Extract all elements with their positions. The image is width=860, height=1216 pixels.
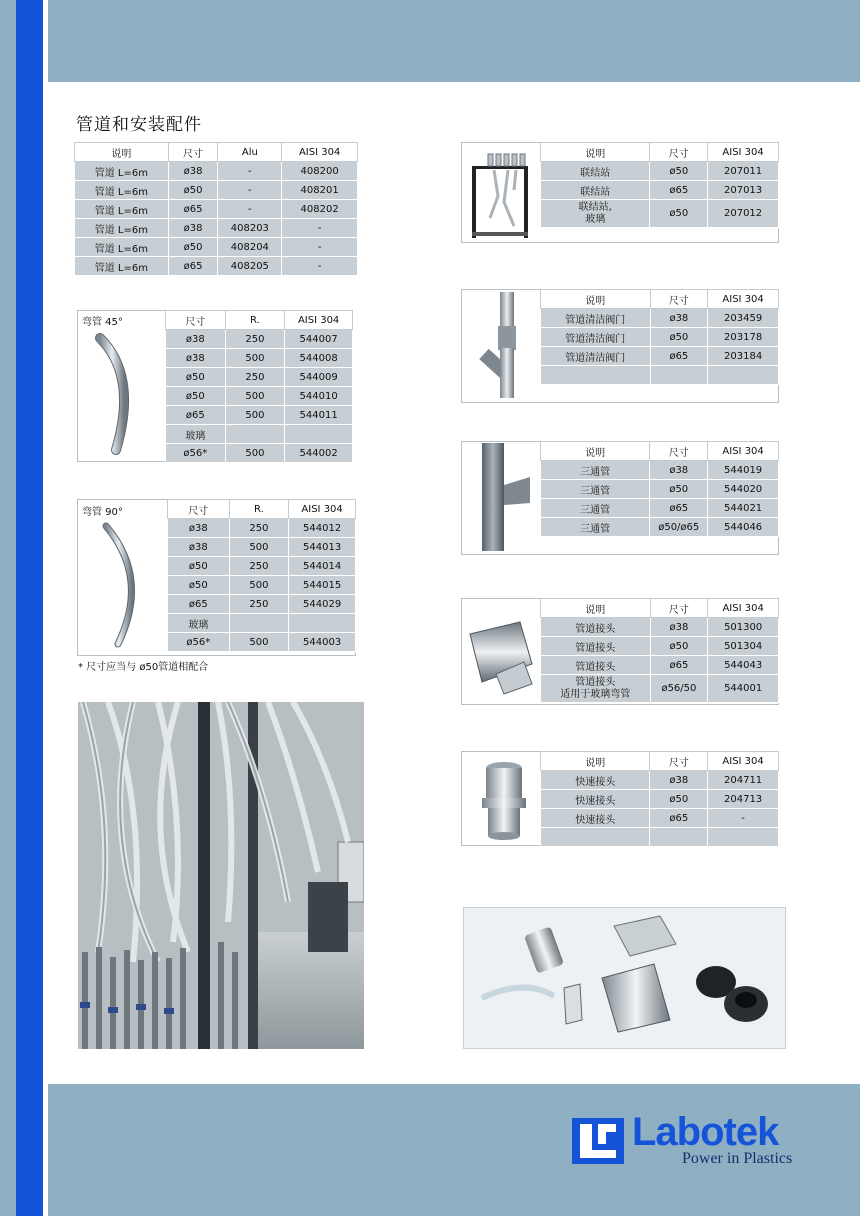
table-cell: 快速接头 [541, 809, 650, 828]
header-row [75, 143, 358, 162]
station-table [540, 142, 779, 228]
table-cell: 544029 [289, 595, 356, 614]
header-cell: 尺寸 [168, 500, 230, 519]
table-cell: 544020 [708, 480, 779, 499]
table-cell: 408205 [218, 257, 282, 276]
table-row [541, 656, 779, 675]
table-cell: ø50 [650, 328, 708, 347]
header-cell: 尺寸 [650, 752, 708, 771]
bend-90-table [167, 499, 356, 652]
table-cell: 管道 L=6m [75, 200, 169, 219]
header-cell: 尺寸 [650, 442, 708, 461]
table-row [166, 368, 353, 387]
table-row [541, 828, 779, 847]
header-row [541, 599, 779, 618]
table-cell [541, 366, 651, 385]
header-cell: AISI 304 [282, 143, 358, 162]
table-row [166, 444, 353, 463]
quick-table [540, 751, 779, 847]
header-cell: R. [225, 311, 285, 330]
table-row [75, 238, 358, 257]
table-cell: ø50 [166, 387, 226, 406]
table-cell: 408203 [218, 219, 282, 238]
table-cell: 207013 [708, 181, 779, 200]
factory-photo [78, 702, 364, 1049]
table-cell: ø65 [650, 809, 708, 828]
bend-90-image [80, 518, 164, 652]
table-cell: 544012 [289, 519, 356, 538]
table-cell: 544015 [289, 576, 356, 595]
table-cell: ø56* [168, 633, 230, 652]
table-cell: 管道清洁阀门 [541, 347, 651, 366]
table-cell: 204711 [708, 771, 779, 790]
table-row [541, 366, 779, 385]
table-cell: 三通管 [541, 499, 650, 518]
header-cell: 尺寸 [650, 599, 708, 618]
table-row [75, 181, 358, 200]
header-cell: 尺寸 [650, 290, 708, 309]
table-cell: - [218, 200, 282, 219]
table-row [541, 518, 779, 537]
table-cell [285, 425, 353, 444]
table-cell: 管道接头 [541, 618, 651, 637]
table-cell [708, 828, 779, 847]
header-cell: 说明 [541, 599, 651, 618]
table-row [75, 257, 358, 276]
table-cell: ø65 [650, 181, 708, 200]
table-row [541, 499, 779, 518]
header-cell: AISI 304 [285, 311, 353, 330]
header-cell: AISI 304 [708, 752, 779, 771]
header-cell: 尺寸 [650, 143, 708, 162]
table-cell: 联结站 [541, 162, 650, 181]
table-cell: ø65 [168, 595, 230, 614]
header-cell: 说明 [541, 290, 651, 309]
table-cell: 544011 [285, 406, 353, 425]
header-row [541, 143, 779, 162]
header-band [48, 0, 860, 82]
table-row [541, 328, 779, 347]
table-cell: 203459 [708, 309, 779, 328]
table-row [541, 675, 779, 703]
table-cell: 联结站 [541, 181, 650, 200]
table-cell: 204713 [708, 790, 779, 809]
table-cell: ø38 [166, 330, 226, 349]
table-cell: - [282, 257, 358, 276]
table-cell: ø56/50 [650, 675, 708, 703]
table-row [541, 309, 779, 328]
table-row [168, 519, 356, 538]
header-row [168, 500, 356, 519]
table-row [166, 349, 353, 368]
table-cell: 501300 [708, 618, 779, 637]
table-row [168, 614, 356, 633]
footnote: * 尺寸应当与 ø50管道相配合 [78, 662, 209, 673]
table-cell: ø50/ø65 [650, 518, 708, 537]
header-cell: Alu [218, 143, 282, 162]
table-cell: 544003 [289, 633, 356, 652]
table-cell: 管道 L=6m [75, 162, 169, 181]
table-row [541, 480, 779, 499]
table-cell [541, 828, 650, 847]
table-row [168, 576, 356, 595]
table-cell: 544014 [289, 557, 356, 576]
connection-station-image [464, 146, 540, 240]
table-cell: - [282, 238, 358, 257]
bend-45-table [165, 310, 353, 463]
table-cell: ø38 [166, 349, 226, 368]
table-cell: - [218, 162, 282, 181]
table-row [541, 200, 779, 228]
table-cell: 500 [225, 387, 285, 406]
table-cell: 544046 [708, 518, 779, 537]
table-cell: - [218, 181, 282, 200]
table-cell: 管道接头 [541, 656, 651, 675]
table-cell: 玻璃 [166, 425, 226, 444]
table-cell: 联结站, 玻璃 [541, 200, 650, 228]
bend-45-image [80, 330, 162, 458]
table-row [541, 162, 779, 181]
table-row [168, 557, 356, 576]
table-cell: 250 [229, 595, 289, 614]
table-cell: ø38 [650, 309, 708, 328]
table-cell: 207012 [708, 200, 779, 228]
table-cell: ø38 [168, 519, 230, 538]
table-cell: ø50 [168, 238, 218, 257]
table-row [75, 219, 358, 238]
pipe-coupling-image [466, 614, 538, 698]
table-cell: ø50 [650, 200, 708, 228]
table-cell: ø65 [650, 499, 708, 518]
table-cell: 408201 [282, 181, 358, 200]
table-cell: ø50 [168, 557, 230, 576]
table-cell: 500 [229, 576, 289, 595]
table-row [75, 162, 358, 181]
tee-pipe-image [470, 443, 534, 553]
table-cell: 玻璃 [168, 614, 230, 633]
table-cell [708, 366, 779, 385]
table-cell [289, 614, 356, 633]
table-cell: 500 [225, 349, 285, 368]
header-cell: 说明 [75, 143, 169, 162]
table-cell: ø38 [650, 618, 708, 637]
quick-connector-image [478, 758, 534, 842]
table-cell [229, 614, 289, 633]
table-cell: 203184 [708, 347, 779, 366]
table-row [541, 181, 779, 200]
table-cell: 250 [225, 368, 285, 387]
header-cell: AISI 304 [708, 599, 779, 618]
table-cell: 203178 [708, 328, 779, 347]
table-cell: 管道接头 [541, 637, 651, 656]
table-cell: - [282, 219, 358, 238]
table-cell: 544010 [285, 387, 353, 406]
table-cell: 408204 [218, 238, 282, 257]
table-cell: 207011 [708, 162, 779, 181]
labotek-logo-mark [572, 1118, 624, 1164]
table-cell: ø50 [166, 368, 226, 387]
table-cell: 快速接头 [541, 790, 650, 809]
table-cell: 500 [225, 444, 285, 463]
table-cell: ø50 [650, 480, 708, 499]
table-row [166, 387, 353, 406]
table-cell: 250 [225, 330, 285, 349]
table-row [168, 595, 356, 614]
table-cell: ø38 [168, 219, 218, 238]
tee-table [540, 441, 779, 537]
table-cell: 544019 [708, 461, 779, 480]
header-row [541, 442, 779, 461]
valve-table [540, 289, 779, 385]
table-cell: 管道 L=6m [75, 257, 169, 276]
table-row [168, 538, 356, 557]
table-cell: 三通管 [541, 518, 650, 537]
table-cell: 250 [229, 557, 289, 576]
table-row [75, 200, 358, 219]
table-cell: ø50 [168, 576, 230, 595]
table-row [541, 809, 779, 828]
table-cell: 管道接头 适用于玻璃弯管 [541, 675, 651, 703]
table-cell: 544013 [289, 538, 356, 557]
bend-45-label: 弯管 45° [82, 317, 123, 328]
fittings-photo [463, 907, 786, 1049]
table-row [541, 461, 779, 480]
cleaning-valve-image [470, 292, 534, 400]
table-cell: 管道 L=6m [75, 238, 169, 257]
header-cell: 说明 [541, 143, 650, 162]
table-cell: ø50 [650, 637, 708, 656]
table-cell: ø65 [650, 347, 708, 366]
header-cell: 说明 [541, 442, 650, 461]
table-cell: 544043 [708, 656, 779, 675]
table-cell: - [708, 809, 779, 828]
table-cell: 250 [229, 519, 289, 538]
table-cell: ø65 [650, 656, 708, 675]
coupling-table [540, 598, 779, 703]
table-row [541, 637, 779, 656]
table-row [166, 425, 353, 444]
left-blue-stripe [16, 0, 43, 1216]
table-cell: 500 [225, 406, 285, 425]
table-cell: ø38 [168, 538, 230, 557]
table-cell: ø56* [166, 444, 226, 463]
header-cell: 尺寸 [168, 143, 218, 162]
table-cell: ø38 [650, 771, 708, 790]
table-cell: 544007 [285, 330, 353, 349]
table-cell: ø50 [650, 162, 708, 181]
header-cell: 尺寸 [166, 311, 226, 330]
table-cell: 408202 [282, 200, 358, 219]
page-title: 管道和安装配件 [76, 115, 202, 135]
table-cell [650, 366, 708, 385]
table-cell: 管道清洁阀门 [541, 309, 651, 328]
brand-tagline: Power in Plastics [682, 1150, 793, 1167]
table-row [541, 771, 779, 790]
table-cell: 快速接头 [541, 771, 650, 790]
table-cell: ø38 [650, 461, 708, 480]
table-cell: ø65 [168, 257, 218, 276]
table-cell: ø50 [168, 181, 218, 200]
header-cell: 说明 [541, 752, 650, 771]
table-cell: 500 [229, 538, 289, 557]
brand-name: Labotek [632, 1110, 779, 1154]
table-row [541, 618, 779, 637]
header-row [541, 290, 779, 309]
table-row [166, 406, 353, 425]
pipe-table [74, 142, 358, 276]
table-cell: 544009 [285, 368, 353, 387]
header-row [541, 752, 779, 771]
table-cell: ø50 [650, 790, 708, 809]
header-cell: AISI 304 [708, 290, 779, 309]
table-cell: 三通管 [541, 480, 650, 499]
table-cell: 三通管 [541, 461, 650, 480]
table-row [166, 330, 353, 349]
table-cell: ø65 [168, 200, 218, 219]
header-cell: R. [229, 500, 289, 519]
table-cell: 544002 [285, 444, 353, 463]
table-cell: ø65 [166, 406, 226, 425]
table-cell: 408200 [282, 162, 358, 181]
header-cell: AISI 304 [289, 500, 356, 519]
table-cell: ø38 [168, 162, 218, 181]
table-cell: 500 [229, 633, 289, 652]
table-cell: 544008 [285, 349, 353, 368]
table-row [541, 347, 779, 366]
table-cell: 管道 L=6m [75, 181, 169, 200]
table-cell [225, 425, 285, 444]
table-cell: 544001 [708, 675, 779, 703]
table-cell [650, 828, 708, 847]
table-cell: 管道 L=6m [75, 219, 169, 238]
table-cell: 501304 [708, 637, 779, 656]
table-cell: 管道清洁阀门 [541, 328, 651, 347]
bend-90-label: 弯管 90° [82, 507, 123, 518]
header-row [166, 311, 353, 330]
table-row [168, 633, 356, 652]
table-row [541, 790, 779, 809]
left-grey-stripe [0, 0, 16, 1216]
header-cell: AISI 304 [708, 143, 779, 162]
table-cell: 544021 [708, 499, 779, 518]
header-cell: AISI 304 [708, 442, 779, 461]
